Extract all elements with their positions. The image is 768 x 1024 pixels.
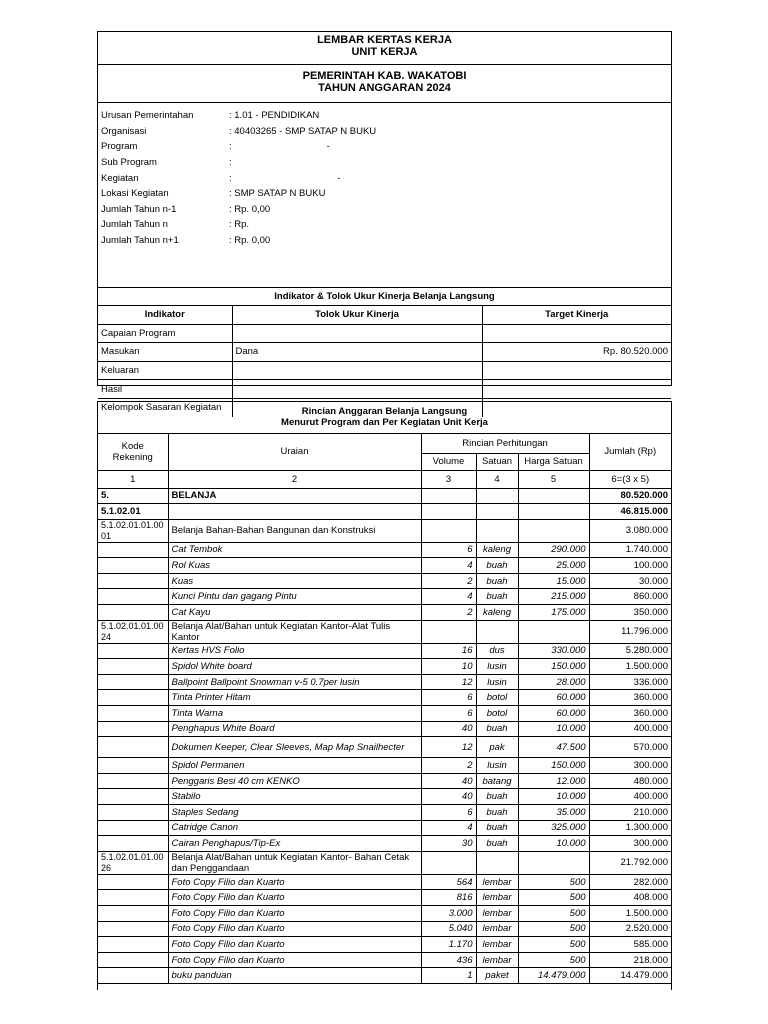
rincian-sat: lusin — [476, 674, 518, 690]
rincian-jumlah: 350.000 — [589, 605, 671, 621]
rincian-kode — [98, 820, 168, 836]
rincian-kode — [98, 659, 168, 675]
info-label: Sub Program — [101, 157, 157, 169]
rincian-kode: 5.1.02.01.01.00 01 — [98, 519, 168, 542]
title-line-4: TAHUN ANGGARAN 2024 — [318, 82, 451, 94]
rincian-sat: dus — [476, 643, 518, 659]
col-num-2: 2 — [168, 470, 421, 488]
rincian-jumlah: 300.000 — [589, 758, 671, 774]
rincian-box — [97, 401, 672, 990]
rincian-jumlah: 1.740.000 — [589, 542, 671, 558]
rincian-row — [98, 674, 671, 690]
rincian-sat: buah — [476, 789, 518, 805]
rincian-row — [98, 851, 671, 874]
rincian-uraian: Tinta Printer Hitam — [168, 690, 421, 706]
rincian-kode — [98, 542, 168, 558]
rincian-vol: 40 — [421, 789, 476, 805]
rincian-harga: 500 — [518, 921, 589, 937]
rincian-vol: 4 — [421, 558, 476, 574]
rincian-jumlah: 1.500.000 — [589, 659, 671, 675]
rincian-kode — [98, 905, 168, 921]
rincian-jumlah: 2.520.000 — [589, 921, 671, 937]
indikator-target — [482, 361, 671, 380]
col-uraian: Uraian — [168, 434, 421, 470]
rincian-jumlah: 210.000 — [589, 805, 671, 821]
rincian-sat: lembar — [476, 921, 518, 937]
rincian-row — [98, 937, 671, 953]
rincian-harga — [518, 851, 589, 874]
rincian-kode — [98, 721, 168, 737]
rincian-sat — [476, 620, 518, 643]
title-line-3: PEMERINTAH KAB. WAKATOBI — [302, 70, 467, 82]
info-label: Jumlah Tahun n-1 — [101, 203, 177, 215]
rincian-uraian: Penggaris Besi 40 cm KENKO — [168, 773, 421, 789]
rincian-sat: buah — [476, 558, 518, 574]
rincian-kode — [98, 874, 168, 890]
rincian-kode: 5.1.02.01 — [98, 504, 168, 520]
col-kode: Kode Rekening — [98, 434, 168, 470]
rincian-vol — [421, 851, 476, 874]
rincian-kode — [98, 706, 168, 722]
rincian-jumlah: 408.000 — [589, 890, 671, 906]
rincian-row — [98, 542, 671, 558]
rincian-title-1: Rincian Anggaran Belanja Langsung — [301, 406, 468, 417]
rincian-jumlah: 100.000 — [589, 558, 671, 574]
rincian-uraian: Foto Copy Filio dan Kuarto — [168, 952, 421, 968]
rincian-harga — [518, 519, 589, 542]
rincian-kode — [98, 605, 168, 621]
rincian-row — [98, 573, 671, 589]
rincian-row — [98, 805, 671, 821]
rincian-sat: batang — [476, 773, 518, 789]
rincian-vol: 1.170 — [421, 937, 476, 953]
rincian-sat: kaleng — [476, 605, 518, 621]
rincian-row — [98, 952, 671, 968]
rincian-harga: 60.000 — [518, 690, 589, 706]
rincian-row — [98, 968, 671, 984]
rincian-jumlah: 336.000 — [589, 674, 671, 690]
rincian-kode — [98, 836, 168, 852]
rincian-harga: 28.000 — [518, 674, 589, 690]
info-value: : Rp. 0,00 — [229, 203, 271, 215]
rincian-jumlah: 360.000 — [589, 706, 671, 722]
indikator-tolok — [232, 324, 482, 343]
rincian-vol — [421, 519, 476, 542]
rincian-kode — [98, 968, 168, 984]
rincian-vol — [421, 504, 476, 520]
rincian-uraian: Staples Sedang — [168, 805, 421, 821]
rincian-row — [98, 519, 671, 542]
info-label: Lokasi Kegiatan — [101, 188, 169, 200]
rincian-vol: 10 — [421, 659, 476, 675]
rincian-row — [98, 690, 671, 706]
info-row — [98, 124, 671, 140]
rincian-vol: 436 — [421, 952, 476, 968]
rincian-harga: 500 — [518, 874, 589, 890]
rincian-row — [98, 706, 671, 722]
rincian-sat: pak — [476, 737, 518, 758]
info-row — [98, 202, 671, 218]
rincian-sat: paket — [476, 968, 518, 984]
rincian-kode — [98, 573, 168, 589]
rincian-harga: 10.000 — [518, 836, 589, 852]
info-row — [98, 233, 671, 249]
rincian-vol — [421, 488, 476, 504]
rincian-sat: buah — [476, 721, 518, 737]
rincian-harga — [518, 620, 589, 643]
indikator-block — [98, 288, 671, 417]
rincian-uraian: Dokumen Keeper, Clear Sleeves, Map Map Snailhecter — [168, 737, 421, 758]
info-value: : SMP SATAP N BUKU — [229, 188, 326, 200]
indikator-row — [98, 361, 671, 380]
rincian-uraian: Rol Kuas — [168, 558, 421, 574]
rincian-uraian: Foto Copy Filio dan Kuarto — [168, 921, 421, 937]
col-jumlah: Jumlah (Rp) — [589, 434, 671, 470]
rincian-vol: 6 — [421, 706, 476, 722]
indikator-title: Indikator & Tolok Ukur Kinerja Belanja Langsung — [98, 288, 671, 306]
rincian-uraian: Kuas — [168, 573, 421, 589]
rincian-vol: 5.040 — [421, 921, 476, 937]
rincian-row — [98, 836, 671, 852]
rincian-kode — [98, 890, 168, 906]
rincian-harga: 25.000 — [518, 558, 589, 574]
rincian-sat: buah — [476, 820, 518, 836]
rincian-harga: 60.000 — [518, 706, 589, 722]
rincian-vol: 564 — [421, 874, 476, 890]
rincian-uraian: Ballpoint Ballpoint Snowman v-5 0.7per lusin — [168, 674, 421, 690]
rincian-jumlah: 14.479.000 — [589, 968, 671, 984]
rincian-row — [98, 721, 671, 737]
rincian-uraian: Spidol Permanen — [168, 758, 421, 774]
rincian-harga: 500 — [518, 952, 589, 968]
rincian-sat: buah — [476, 836, 518, 852]
rincian-kode — [98, 789, 168, 805]
indikator-row — [98, 324, 671, 343]
rincian-vol: 3.000 — [421, 905, 476, 921]
rincian-vol: 16 — [421, 643, 476, 659]
rincian-jumlah: 860.000 — [589, 589, 671, 605]
col-satuan: Satuan — [476, 453, 518, 470]
col-num-1: 1 — [98, 470, 168, 488]
rincian-sat: lembar — [476, 905, 518, 921]
info-row — [98, 108, 671, 124]
info-label: Jumlah Tahun n — [101, 219, 168, 231]
rincian-sat: kaleng — [476, 542, 518, 558]
rincian-harga: 215.000 — [518, 589, 589, 605]
rincian-row — [98, 504, 671, 520]
rincian-row — [98, 488, 671, 504]
rincian-kode: 5. — [98, 488, 168, 504]
rincian-uraian: Belanja Bahan-Bahan Bangunan dan Konstruksi — [168, 519, 421, 542]
rincian-uraian: Foto Copy Filio dan Kuarto — [168, 890, 421, 906]
rincian-uraian: buku panduan — [168, 968, 421, 984]
rincian-row — [98, 874, 671, 890]
indikator-label: Hasil — [98, 380, 232, 399]
rincian-jumlah: 400.000 — [589, 789, 671, 805]
rincian-title — [98, 402, 671, 434]
info-value: : — [229, 157, 232, 169]
indikator-col-3: Target Kinerja — [482, 306, 671, 324]
info-row — [98, 139, 671, 155]
rincian-kode: 5.1.02.01.01.00 24 — [98, 620, 168, 643]
rincian-harga: 35.000 — [518, 805, 589, 821]
rincian-row — [98, 643, 671, 659]
rincian-uraian: BELANJA — [168, 488, 421, 504]
rincian-uraian: Tinta Warna — [168, 706, 421, 722]
indikator-label: Masukan — [98, 343, 232, 362]
rincian-vol: 6 — [421, 542, 476, 558]
rincian-kode — [98, 937, 168, 953]
rincian-jumlah: 11.796.000 — [589, 620, 671, 643]
rincian-vol — [421, 620, 476, 643]
info-value: : 1.01 - PENDIDIKAN — [229, 110, 320, 122]
rincian-harga: 500 — [518, 937, 589, 953]
info-value: : Rp. — [229, 219, 250, 231]
rincian-jumlah: 300.000 — [589, 836, 671, 852]
title-line-2: UNIT KERJA — [351, 46, 418, 58]
info-row — [98, 186, 671, 202]
rincian-sat: lembar — [476, 952, 518, 968]
rincian-vol: 2 — [421, 605, 476, 621]
rincian-jumlah: 5.280.000 — [589, 643, 671, 659]
rincian-vol: 12 — [421, 737, 476, 758]
info-block — [98, 103, 671, 288]
rincian-jumlah: 46.815.000 — [589, 504, 671, 520]
rincian-sat: lusin — [476, 659, 518, 675]
rincian-uraian: Foto Copy Filio dan Kuarto — [168, 905, 421, 921]
rincian-harga: 175.000 — [518, 605, 589, 621]
rincian-jumlah: 218.000 — [589, 952, 671, 968]
rincian-sat: lembar — [476, 874, 518, 890]
col-num-4: 4 — [476, 470, 518, 488]
rincian-uraian: Belanja Alat/Bahan untuk Kegiatan Kantor-Alat Tulis Kantor — [168, 620, 421, 643]
indikator-target: Rp. 80.520.000 — [482, 343, 671, 362]
indikator-row — [98, 343, 671, 362]
rincian-vol: 12 — [421, 674, 476, 690]
rincian-uraian: Spidol White board — [168, 659, 421, 675]
rincian-sat: buah — [476, 589, 518, 605]
col-num-3: 3 — [421, 470, 476, 488]
rincian-kode — [98, 773, 168, 789]
rincian-jumlah: 585.000 — [589, 937, 671, 953]
rincian-uraian: Cat Kayu — [168, 605, 421, 621]
rincian-row — [98, 558, 671, 574]
info-row — [98, 217, 671, 233]
info-label: Kegiatan — [101, 172, 139, 184]
indikator-label: Kelompok Sasaran Kegiatan — [98, 398, 232, 417]
rincian-vol: 2 — [421, 573, 476, 589]
rincian-vol: 2 — [421, 758, 476, 774]
col-num-5: 5 — [518, 470, 589, 488]
rincian-jumlah: 80.520.000 — [589, 488, 671, 504]
rincian-row — [98, 659, 671, 675]
info-label: Jumlah Tahun n+1 — [101, 235, 179, 247]
rincian-jumlah: 570.000 — [589, 737, 671, 758]
info-row — [98, 170, 671, 186]
col-perhitungan: Rincian Perhitungan — [421, 434, 589, 453]
rincian-uraian: Cairan Penghapus/Tip-Ex — [168, 836, 421, 852]
rincian-vol: 40 — [421, 773, 476, 789]
indikator-col-2: Tolok Ukur Kinerja — [232, 306, 482, 324]
info-value: : - — [229, 172, 341, 184]
info-row — [98, 155, 671, 171]
rincian-sat: buah — [476, 573, 518, 589]
indikator-label: Keluaran — [98, 361, 232, 380]
rincian-harga: 47.500 — [518, 737, 589, 758]
title-line-1: LEMBAR KERTAS KERJA — [317, 34, 452, 46]
rincian-harga: 290.000 — [518, 542, 589, 558]
rincian-vol: 4 — [421, 820, 476, 836]
rincian-kode: 5.1.02.01.01.00 26 — [98, 851, 168, 874]
rincian-uraian: Penghapus White Board — [168, 721, 421, 737]
rincian-harga: 330.000 — [518, 643, 589, 659]
indikator-target — [482, 324, 671, 343]
rincian-harga: 15.000 — [518, 573, 589, 589]
rincian-sat: buah — [476, 805, 518, 821]
rincian-jumlah: 1.300.000 — [589, 820, 671, 836]
rincian-sat: lembar — [476, 890, 518, 906]
rincian-kode — [98, 589, 168, 605]
rincian-kode — [98, 758, 168, 774]
rincian-jumlah: 360.000 — [589, 690, 671, 706]
indikator-col-1: Indikator — [98, 306, 232, 324]
rincian-jumlah: 30.000 — [589, 573, 671, 589]
rincian-title-2: Menurut Program dan Per Kegiatan Unit Kerja — [281, 417, 488, 428]
indikator-row — [98, 380, 671, 399]
rincian-sat — [476, 488, 518, 504]
rincian-harga: 500 — [518, 905, 589, 921]
rincian-row — [98, 921, 671, 937]
indikator-tolok: Dana — [232, 343, 482, 362]
rincian-harga: 14.479.000 — [518, 968, 589, 984]
rincian-kode — [98, 921, 168, 937]
rincian-kode — [98, 690, 168, 706]
col-num-6: 6=(3 x 5) — [589, 470, 671, 488]
rincian-sat: botol — [476, 706, 518, 722]
info-label: Organisasi — [101, 125, 147, 137]
info-value: : - — [229, 141, 330, 153]
rincian-row — [98, 737, 671, 758]
rincian-harga — [518, 504, 589, 520]
rincian-vol: 816 — [421, 890, 476, 906]
rincian-uraian: Foto Copy Filio dan Kuarto — [168, 874, 421, 890]
rincian-vol: 4 — [421, 589, 476, 605]
rincian-row — [98, 773, 671, 789]
indikator-tolok — [232, 380, 482, 399]
rincian-sat: lusin — [476, 758, 518, 774]
rincian-table — [98, 434, 671, 984]
rincian-harga: 12.000 — [518, 773, 589, 789]
rincian-jumlah: 400.000 — [589, 721, 671, 737]
rincian-sat — [476, 851, 518, 874]
info-table — [98, 108, 671, 248]
rincian-sat: lembar — [476, 937, 518, 953]
rincian-vol: 30 — [421, 836, 476, 852]
info-value: : 40403265 - SMP SATAP N BUKU — [229, 125, 377, 137]
rincian-row — [98, 620, 671, 643]
indikator-target — [482, 380, 671, 399]
rincian-uraian: Kunci Pintu dan gagang Pintu — [168, 589, 421, 605]
title-block-1 — [98, 32, 671, 65]
rincian-harga: 500 — [518, 890, 589, 906]
rincian-row — [98, 605, 671, 621]
rincian-sat: botol — [476, 690, 518, 706]
rincian-uraian — [168, 504, 421, 520]
rincian-harga — [518, 488, 589, 504]
rincian-jumlah: 21.792.000 — [589, 851, 671, 874]
rincian-row — [98, 890, 671, 906]
rincian-sat — [476, 519, 518, 542]
info-label: Urusan Pemerintahan — [101, 110, 194, 122]
col-harga: Harga Satuan — [518, 453, 589, 470]
info-value: : Rp. 0,00 — [229, 235, 271, 247]
rincian-harga: 150.000 — [518, 659, 589, 675]
rincian-row — [98, 758, 671, 774]
rincian-vol: 6 — [421, 690, 476, 706]
rincian-harga: 325.000 — [518, 820, 589, 836]
rincian-vol: 6 — [421, 805, 476, 821]
rincian-harga: 150.000 — [518, 758, 589, 774]
rincian-jumlah: 282.000 — [589, 874, 671, 890]
rincian-harga: 10.000 — [518, 789, 589, 805]
rincian-row — [98, 820, 671, 836]
rincian-row — [98, 905, 671, 921]
rincian-vol: 40 — [421, 721, 476, 737]
rincian-harga: 10.000 — [518, 721, 589, 737]
rincian-kode — [98, 952, 168, 968]
info-label: Program — [101, 141, 138, 153]
rincian-jumlah: 480.000 — [589, 773, 671, 789]
rincian-kode — [98, 558, 168, 574]
rincian-uraian: Cat Tembok — [168, 542, 421, 558]
rincian-uraian: Belanja Alat/Bahan untuk Kegiatan Kantor- Bahan Cetak dan Penggandaan — [168, 851, 421, 874]
rincian-kode — [98, 643, 168, 659]
rincian-kode — [98, 805, 168, 821]
rincian-sat — [476, 504, 518, 520]
rincian-jumlah: 1.500.000 — [589, 905, 671, 921]
indikator-label: Capaian Program — [98, 324, 232, 343]
rincian-jumlah: 3.080.000 — [589, 519, 671, 542]
rincian-uraian: Catridge Canon — [168, 820, 421, 836]
rincian-vol: 1 — [421, 968, 476, 984]
rincian-kode — [98, 737, 168, 758]
rincian-row — [98, 789, 671, 805]
rincian-kode — [98, 674, 168, 690]
rincian-uraian: Stabilo — [168, 789, 421, 805]
rincian-uraian: Kertas HVS Folio — [168, 643, 421, 659]
col-volume: Volume — [421, 453, 476, 470]
title-block-2 — [98, 65, 671, 103]
rincian-row — [98, 589, 671, 605]
rincian-uraian: Foto Copy Filio dan Kuarto — [168, 937, 421, 953]
indikator-tolok — [232, 361, 482, 380]
